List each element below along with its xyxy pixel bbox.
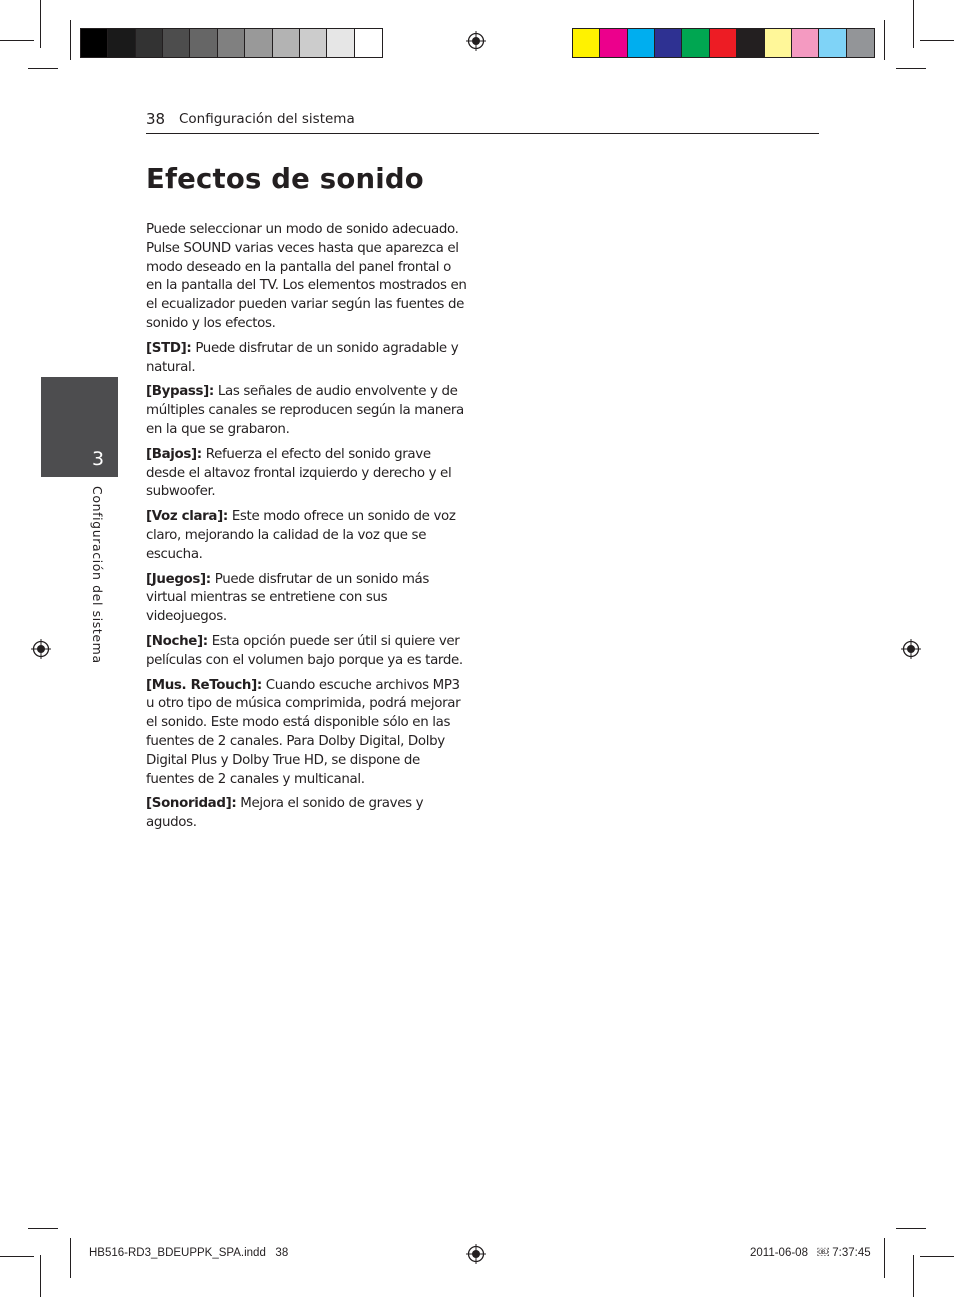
- grayscale-color-bar: [80, 28, 383, 58]
- registration-target-icon: [466, 31, 486, 51]
- crop-mark: [0, 1256, 34, 1257]
- color-swatch: [273, 29, 300, 57]
- crop-mark: [28, 1228, 58, 1229]
- color-swatch: [819, 29, 846, 57]
- crop-mark: [896, 68, 926, 69]
- color-swatch: [573, 29, 600, 57]
- chapter-number: 3: [92, 448, 105, 470]
- color-swatch: [327, 29, 354, 57]
- color-swatch: [190, 29, 217, 57]
- crop-mark: [28, 68, 58, 69]
- crop-mark: [884, 20, 885, 60]
- crop-mark: [920, 40, 954, 41]
- intro-paragraph: Puede seleccionar un modo de sonido adecuado. Pulse SOUND varias veces hasta que aparezca el modo deseado en la pantalla del panel frontal o en la pantalla del TV. Los elementos mostrados en el ecualizador pueden variar según las fuentes de sonido y los efectos.: [146, 222, 467, 331]
- sound-mode-term: [Bypass]:: [146, 384, 214, 400]
- sound-mode-term: [Bajos]:: [146, 446, 202, 462]
- color-swatch: [163, 29, 190, 57]
- sound-mode-term: [Juegos]:: [146, 571, 211, 587]
- color-swatch: [710, 29, 737, 57]
- sound-mode-entry: [146, 508, 468, 564]
- crop-mark: [913, 0, 914, 48]
- crop-mark: [913, 1255, 914, 1297]
- sound-mode-entry: [146, 633, 468, 671]
- sound-mode-entry: [146, 340, 468, 378]
- color-swatch: [765, 29, 792, 57]
- crop-mark: [40, 1255, 41, 1297]
- color-swatch: [655, 29, 682, 57]
- color-swatch: [136, 29, 163, 57]
- color-swatch: [792, 29, 819, 57]
- sound-mode-term: [Sonoridad]:: [146, 796, 237, 812]
- color-swatch: [81, 29, 108, 57]
- sound-mode-entry: [146, 446, 468, 502]
- color-swatch: [737, 29, 764, 57]
- color-swatch: [682, 29, 709, 57]
- running-head: Configuración del sistema: [179, 111, 355, 127]
- sound-mode-description: Este modo ofrece un sonido de voz claro, mejorando la calidad de la voz que se escucha.: [146, 509, 456, 562]
- color-swatch: [300, 29, 327, 57]
- slug-datetime: 2011-06-08 ￼ 7:37:45: [750, 1247, 871, 1259]
- sound-mode-entry: [146, 795, 468, 833]
- sound-mode-description: Esta opción puede ser útil si quiere ver películas con el volumen bajo porque ya es tarde.: [146, 633, 463, 668]
- color-swatch: [218, 29, 245, 57]
- crop-mark: [70, 1238, 71, 1278]
- color-swatch: [600, 29, 627, 57]
- color-swatch: [108, 29, 135, 57]
- sound-mode-list: [146, 340, 468, 833]
- color-swatch: [847, 29, 874, 57]
- sound-mode-entry: [146, 571, 468, 627]
- sound-mode-description: Cuando escuche archivos MP3 u otro tipo de música comprimida, podrá mejorar el sonido. Este modo está disponible sólo en las fuentes de 2 canales. Para Dolby Digital, Dolby Digital Plus y Dolby True HD, se dispone de fuentes de 2 canales y multicanal.: [146, 677, 461, 787]
- sound-mode-term: [Voz clara]:: [146, 509, 228, 525]
- sound-mode-description: Las señales de audio envolvente y de múltiples canales se reproducen según la manera en la que se grabaron.: [146, 384, 464, 437]
- sound-mode-entry: [146, 677, 468, 790]
- body-text: [146, 221, 468, 839]
- crop-mark: [896, 1228, 926, 1229]
- page-number: 38: [146, 110, 166, 128]
- crop-mark: [920, 1256, 954, 1257]
- color-swatch: [355, 29, 382, 57]
- crop-mark: [70, 20, 71, 60]
- slug-filename: HB516-RD3_BDEUPPK_SPA.indd 38: [89, 1247, 289, 1259]
- registration-target-icon: [901, 639, 921, 659]
- sound-mode-description: Refuerza el efecto del sonido grave desde el altavoz frontal izquierdo y derecho y el subwoofer.: [146, 446, 452, 500]
- crop-mark: [884, 1238, 885, 1278]
- sound-mode-term: [Mus. ReTouch]:: [146, 677, 262, 693]
- crop-mark: [40, 0, 41, 48]
- header-rule: [146, 133, 819, 134]
- sound-mode-entry: [146, 383, 468, 439]
- sound-mode-term: [STD]:: [146, 340, 192, 356]
- registration-target-icon: [31, 639, 51, 659]
- page-title: Efectos de sonido: [146, 163, 424, 195]
- sound-mode-description: Puede disfrutar de un sonido agradable y natural.: [146, 340, 459, 375]
- sound-mode-description: Mejora el sonido de graves y agudos.: [146, 796, 424, 831]
- process-color-bar: [572, 28, 875, 58]
- color-swatch: [628, 29, 655, 57]
- chapter-side-label: Configuración del sistema: [90, 486, 105, 664]
- crop-mark: [0, 40, 34, 41]
- registration-target-icon: [466, 1244, 486, 1264]
- sound-mode-term: [Noche]:: [146, 633, 208, 649]
- sound-mode-description: Puede disfrutar de un sonido más virtual mientras se entretiene con sus videojuegos.: [146, 571, 429, 625]
- color-swatch: [245, 29, 272, 57]
